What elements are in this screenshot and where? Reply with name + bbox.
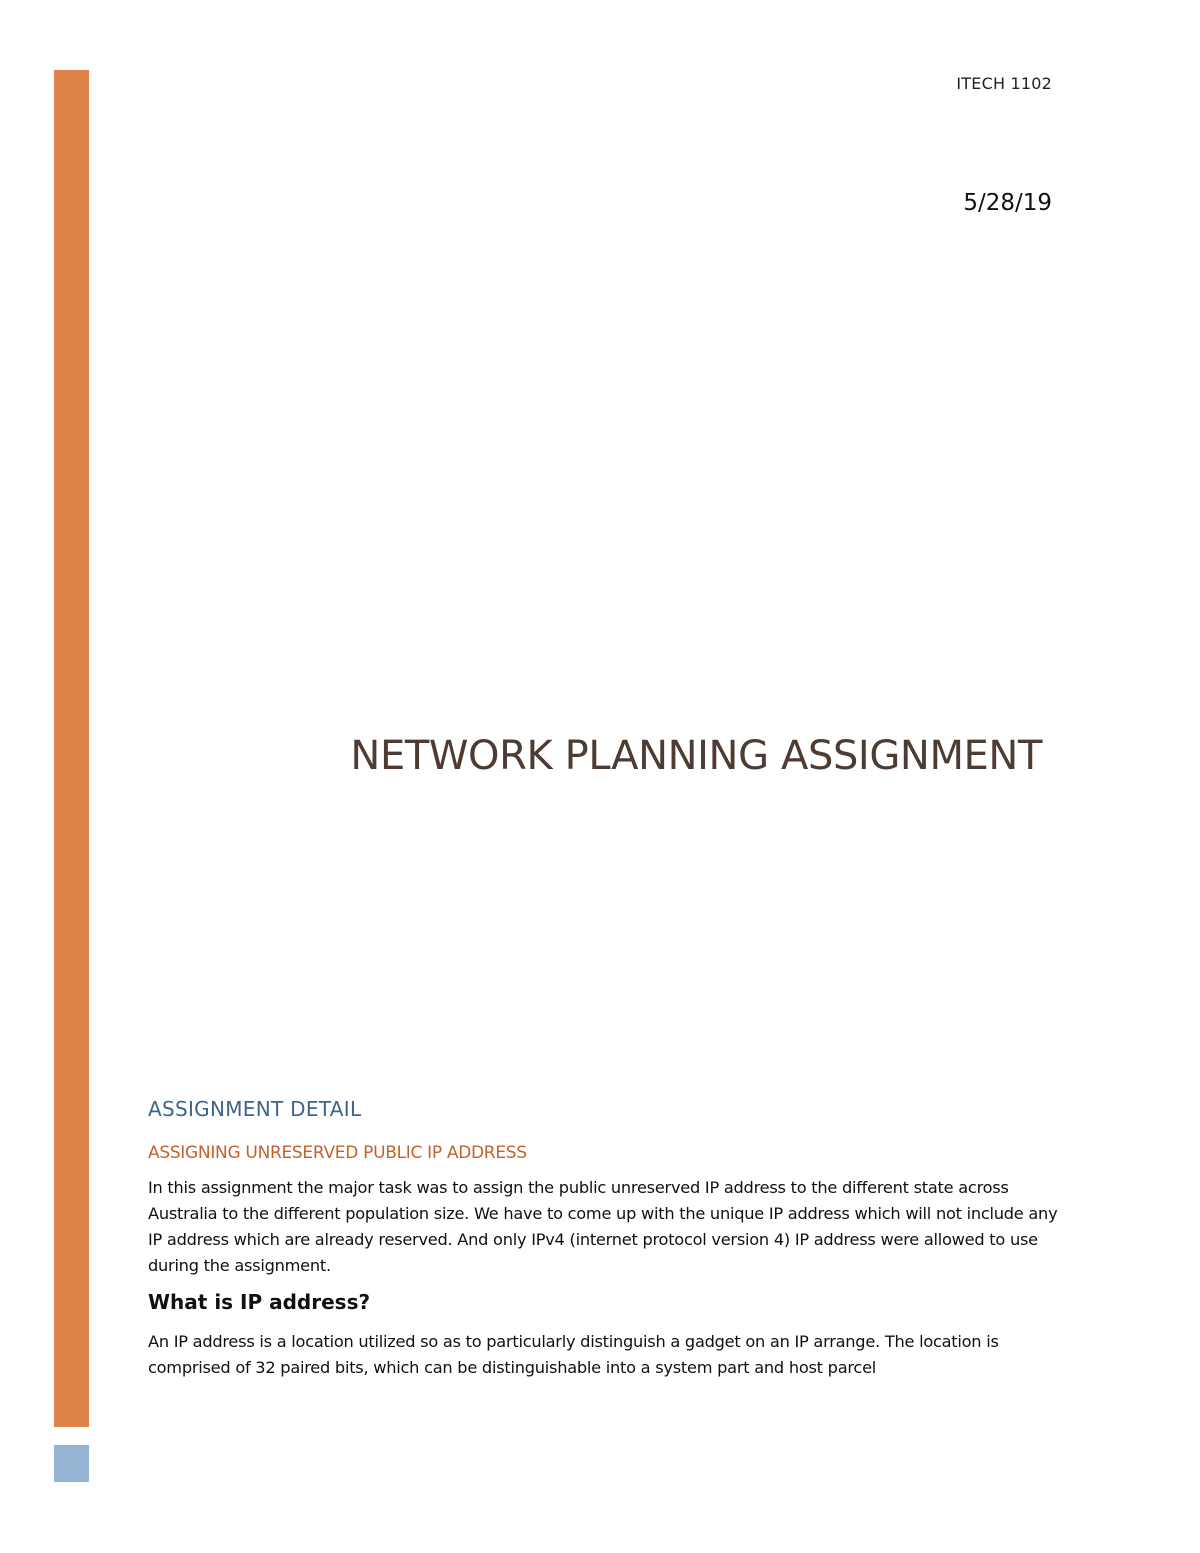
- side-accent-block: [54, 1445, 89, 1482]
- section-heading-what-is-ip: What is IP address?: [148, 1290, 371, 1314]
- subheading-unreserved-ip: ASSIGNING UNRESERVED PUBLIC IP ADDRESS: [148, 1143, 527, 1163]
- document-date: 5/28/19: [963, 190, 1052, 216]
- section-heading-assignment-detail: ASSIGNMENT DETAIL: [148, 1097, 362, 1121]
- document-title: NETWORK PLANNING ASSIGNMENT: [350, 733, 1042, 779]
- document-body: [148, 1094, 1058, 1389]
- side-accent-bar: [54, 70, 89, 1427]
- paragraph-what-is-ip: An IP address is a location utilized so as to particularly distinguish a gadget on an IP arrange. The location is comprised of 32 paired bits, which can be distinguishable into a system part and host parcel: [148, 1332, 999, 1377]
- paragraph-assignment-detail: In this assignment the major task was to assign the public unreserved IP address to the different state across Australia to the different population size. We have to come up with the unique IP address which will not include any IP address which are already reserved. And only IPv4 (internet protocol version 4) IP address were allowed to use during the assignment.: [148, 1178, 1058, 1275]
- course-code: ITECH 1102: [956, 74, 1052, 93]
